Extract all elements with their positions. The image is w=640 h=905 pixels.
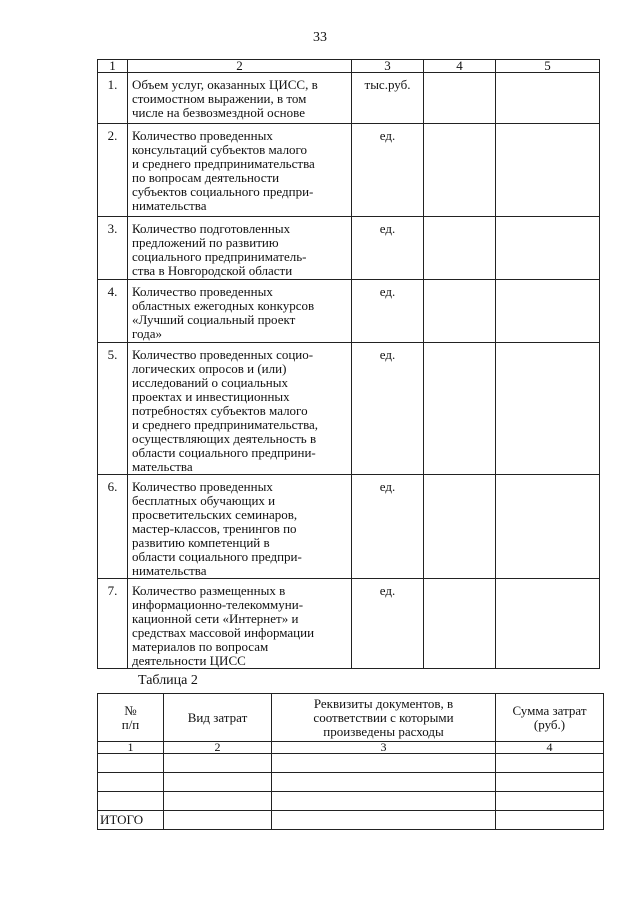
table-row: [98, 343, 600, 475]
indicator-name: Объем услуг, оказанных ЦИСС, в стоимостном выражении, в том числе на безвозмездной основе: [128, 73, 352, 124]
indicator-name: Количество проведенных областных ежегодных конкурсов «Лучший социальный проект года»: [128, 280, 352, 343]
column-number-row: [98, 60, 600, 73]
indicator-name: Количество проведенных консультаций субъектов малого и среднего предпринимательства по вопросам деятельности субъектов социального предпри- нимательства: [128, 124, 352, 217]
column-number: 5: [496, 60, 600, 73]
column-number: 4: [424, 60, 496, 73]
empty-cell: [272, 754, 496, 773]
indicator-name: Количество размещенных в информационно-телекоммуни- кационной сети «Интернет» и средствах массовой информации материалов по вопросам деятельности ЦИСС: [128, 579, 352, 669]
expenses-table: [97, 693, 604, 830]
empty-cell: [164, 773, 272, 792]
table-row: [98, 217, 600, 280]
total-label: ИТОГО: [98, 811, 164, 830]
total-row: [98, 811, 604, 830]
empty-cell: [98, 754, 164, 773]
empty-cell: [98, 773, 164, 792]
value-cell: [424, 475, 496, 579]
page-number: 33: [313, 30, 327, 45]
indicator-name: Количество подготовленных предложений по развитию социального предприниматель- ства в Новгородской области: [128, 217, 352, 280]
unit-cell: ед.: [352, 217, 424, 280]
empty-row: [98, 773, 604, 792]
row-number: 5.: [98, 343, 128, 475]
table-row: [98, 475, 600, 579]
value-cell: [424, 579, 496, 669]
header-row-number: № п/п: [98, 694, 164, 742]
unit-cell: ед.: [352, 124, 424, 217]
value-cell: [424, 124, 496, 217]
row-number: 3.: [98, 217, 128, 280]
row-number: 7.: [98, 579, 128, 669]
empty-cell: [164, 792, 272, 811]
empty-cell: [272, 792, 496, 811]
empty-cell: [164, 754, 272, 773]
value-cell: [496, 280, 600, 343]
column-number: 3: [272, 742, 496, 754]
column-number-row: [98, 742, 604, 754]
table-row: [98, 73, 600, 124]
value-cell: [496, 217, 600, 280]
value-cell: [496, 124, 600, 217]
empty-cell: [272, 773, 496, 792]
empty-cell: [496, 773, 604, 792]
empty-cell: [164, 811, 272, 830]
empty-cell: [98, 792, 164, 811]
row-number: 6.: [98, 475, 128, 579]
empty-cell: [496, 811, 604, 830]
column-number: 3: [352, 60, 424, 73]
indicators-table: [97, 59, 600, 669]
column-number: 2: [164, 742, 272, 754]
unit-cell: ед.: [352, 475, 424, 579]
header-row: [98, 694, 604, 742]
empty-row: [98, 754, 604, 773]
header-document-details: Реквизиты документов, в соответствии с которыми произведены расходы: [272, 694, 496, 742]
table-row: [98, 579, 600, 669]
empty-cell: [496, 792, 604, 811]
value-cell: [424, 343, 496, 475]
value-cell: [496, 73, 600, 124]
value-cell: [496, 475, 600, 579]
column-number: 4: [496, 742, 604, 754]
header-expense-type: Вид затрат: [164, 694, 272, 742]
unit-cell: ед.: [352, 343, 424, 475]
unit-cell: ед.: [352, 280, 424, 343]
row-number: 1.: [98, 73, 128, 124]
empty-row: [98, 792, 604, 811]
indicator-name: Количество проведенных социо- логических опросов и (или) исследований о социальных проектах и инвестиционных потребностях субъектов малого и среднего предпринимательства, осуществляющих деятельность в области социального предприни- мательства: [128, 343, 352, 475]
table-2-caption: Таблица 2: [138, 673, 198, 688]
value-cell: [424, 217, 496, 280]
indicator-name: Количество проведенных бесплатных обучающих и просветительских семинаров, мастер-классов, тренингов по развитию компетенций в области социального предпри- нимательства: [128, 475, 352, 579]
table-row: [98, 280, 600, 343]
empty-cell: [272, 811, 496, 830]
column-number: 2: [128, 60, 352, 73]
value-cell: [424, 73, 496, 124]
empty-cell: [496, 754, 604, 773]
row-number: 4.: [98, 280, 128, 343]
column-number: 1: [98, 60, 128, 73]
unit-cell: тыс.руб.: [352, 73, 424, 124]
table-row: [98, 124, 600, 217]
unit-cell: ед.: [352, 579, 424, 669]
header-expense-sum: Сумма затрат (руб.): [496, 694, 604, 742]
column-number: 1: [98, 742, 164, 754]
value-cell: [424, 280, 496, 343]
value-cell: [496, 343, 600, 475]
value-cell: [496, 579, 600, 669]
row-number: 2.: [98, 124, 128, 217]
